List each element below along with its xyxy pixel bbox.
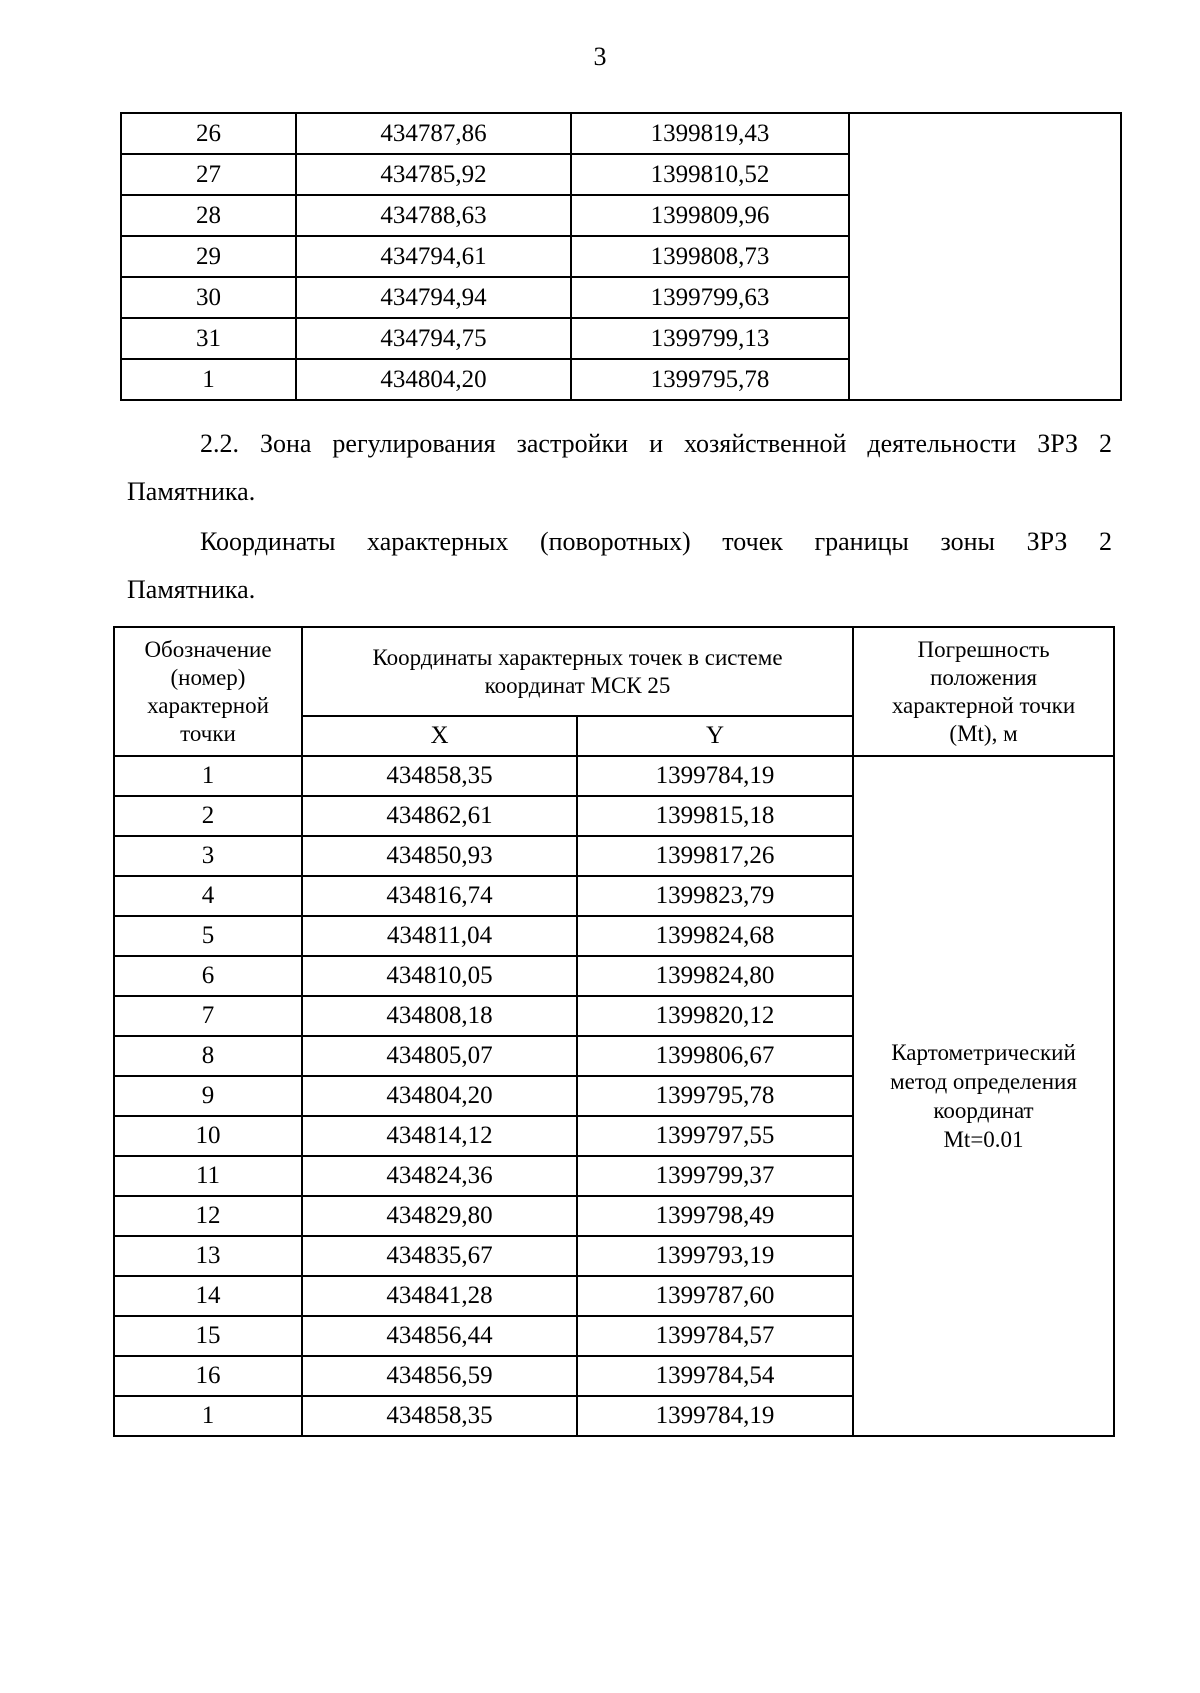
header-designation-line: характерной [147,692,269,718]
method-line: Картометрический [891,1040,1076,1065]
header-coordinates [302,627,853,716]
coord-y: 1399809,96 [571,195,849,236]
coord-y: 1399808,73 [571,236,849,277]
header-coordinates-line: Координаты характерных точек в системе [372,644,783,670]
coord-y: 1399799,37 [577,1156,853,1196]
section-subheading-line2: Памятника. [127,575,256,604]
point-number: 1 [114,1396,302,1436]
coord-x: 434811,04 [302,916,577,956]
header-accuracy-line: положения [930,664,1037,690]
point-number: 1 [121,359,296,400]
point-number: 2 [114,796,302,836]
coordinates-table-zrz2 [113,626,1115,1437]
point-number: 31 [121,318,296,359]
point-number: 7 [114,996,302,1036]
method-cell [853,756,1114,1436]
coord-x: 434794,61 [296,236,571,277]
point-number: 28 [121,195,296,236]
section-subheading-line1: Координаты характерных (поворотных) точек границы зоны ЗРЗ 2 [200,527,1112,556]
table-header-row [114,627,1114,716]
point-number: 10 [114,1116,302,1156]
coord-x: 434787,86 [296,113,571,154]
coord-x: 434794,94 [296,277,571,318]
coord-x: 434805,07 [302,1036,577,1076]
header-designation-line: точки [180,720,236,746]
table-row [121,113,1121,154]
coord-y: 1399819,43 [571,113,849,154]
point-number: 8 [114,1036,302,1076]
point-number: 1 [114,756,302,796]
section-heading-line1: 2.2. Зона регулирования застройки и хозяйственной деятельности ЗРЗ 2 [200,429,1112,458]
coord-x: 434785,92 [296,154,571,195]
coord-y: 1399824,68 [577,916,853,956]
coord-y: 1399799,63 [571,277,849,318]
method-line: метод определения [890,1069,1077,1094]
coord-x: 434858,35 [302,1396,577,1436]
coord-y: 1399798,49 [577,1196,853,1236]
point-number: 15 [114,1316,302,1356]
coord-y: 1399795,78 [577,1076,853,1116]
header-designation-line: Обозначение [144,636,272,662]
accuracy-cell-empty [849,113,1121,400]
point-number: 5 [114,916,302,956]
point-number: 3 [114,836,302,876]
point-number: 14 [114,1276,302,1316]
coordinates-table-continuation [120,112,1122,401]
coord-x: 434808,18 [302,996,577,1036]
coord-y: 1399793,19 [577,1236,853,1276]
coord-x: 434814,12 [302,1116,577,1156]
coord-x: 434794,75 [296,318,571,359]
point-number: 29 [121,236,296,277]
coord-y: 1399784,54 [577,1356,853,1396]
header-accuracy [853,627,1114,756]
coord-y: 1399784,57 [577,1316,853,1356]
coord-x: 434810,05 [302,956,577,996]
point-number: 26 [121,113,296,154]
coord-y: 1399795,78 [571,359,849,400]
coord-x: 434850,93 [302,836,577,876]
header-designation [114,627,302,756]
coord-y: 1399810,52 [571,154,849,195]
coord-y: 1399823,79 [577,876,853,916]
coord-x: 434804,20 [302,1076,577,1116]
header-y: Y [577,716,853,756]
header-accuracy-line: (Mt), м [949,720,1018,746]
header-x: X [302,716,577,756]
coord-x: 434829,80 [302,1196,577,1236]
page-number: 3 [593,42,607,71]
method-line: Mt=0.01 [943,1127,1024,1152]
header-accuracy-line: Погрешность [917,636,1050,662]
coord-y: 1399806,67 [577,1036,853,1076]
coord-x: 434816,74 [302,876,577,916]
coord-x: 434856,59 [302,1356,577,1396]
coord-y: 1399799,13 [571,318,849,359]
section-heading-line2: Памятника. [127,477,256,506]
coord-y: 1399817,26 [577,836,853,876]
point-number: 12 [114,1196,302,1236]
coord-x: 434858,35 [302,756,577,796]
header-coordinates-line: координат МСК 25 [484,672,671,698]
point-number: 9 [114,1076,302,1116]
coord-x: 434804,20 [296,359,571,400]
point-number: 27 [121,154,296,195]
coord-x: 434841,28 [302,1276,577,1316]
method-line: координат [933,1098,1034,1123]
point-number: 30 [121,277,296,318]
coord-y: 1399784,19 [577,1396,853,1436]
section-subheading [127,518,1112,614]
header-designation-line: (номер) [170,664,246,690]
coord-y: 1399820,12 [577,996,853,1036]
coord-y: 1399824,80 [577,956,853,996]
coord-y: 1399784,19 [577,756,853,796]
coord-x: 434824,36 [302,1156,577,1196]
header-accuracy-line: характерной точки [891,692,1076,718]
coord-y: 1399815,18 [577,796,853,836]
point-number: 4 [114,876,302,916]
point-number: 6 [114,956,302,996]
coord-x: 434788,63 [296,195,571,236]
coord-x: 434856,44 [302,1316,577,1356]
table-row [114,756,1114,796]
point-number: 16 [114,1356,302,1396]
coord-x: 434835,67 [302,1236,577,1276]
coord-x: 434862,61 [302,796,577,836]
coord-y: 1399797,55 [577,1116,853,1156]
point-number: 11 [114,1156,302,1196]
point-number: 13 [114,1236,302,1276]
coord-y: 1399787,60 [577,1276,853,1316]
section-heading [127,420,1112,516]
